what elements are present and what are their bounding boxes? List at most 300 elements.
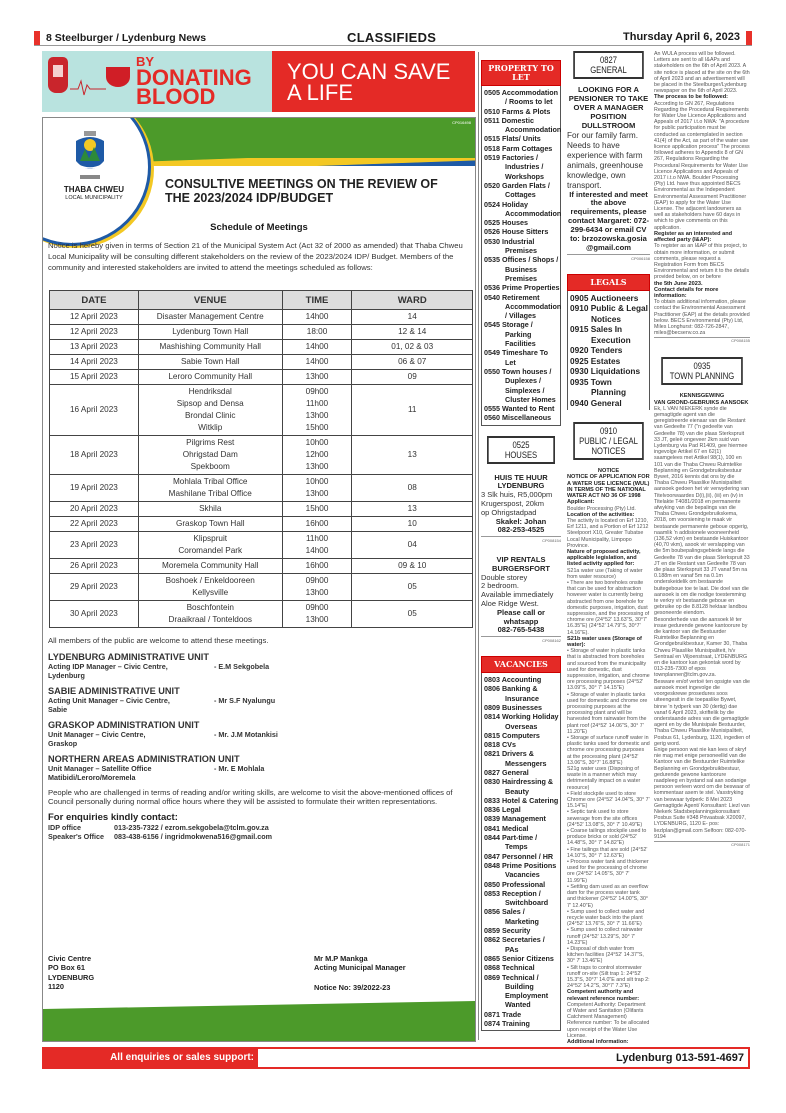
category-item[interactable]: 0850 Professional: [484, 879, 546, 889]
column-wula-town-planning: [654, 51, 750, 847]
ad-line: Aloe Ridge West.: [481, 599, 539, 609]
green-footer-band: [43, 1001, 475, 1041]
unit-place: Lydenburg: [48, 670, 85, 680]
category-item[interactable]: 0935 Town Planning: [570, 376, 627, 398]
venue-name: Lydenburg Town Hall: [172, 327, 249, 336]
notice-paragraph: the 5th June 2023.: [654, 280, 703, 287]
town-planning-heading-box: 0935 TOWN PLANNING: [661, 357, 743, 385]
category-item[interactable]: 0524 Holiday Accommodation: [484, 199, 562, 218]
notice-paragraph: • Storage of water in plastic tanks used for domestic and chrome ore processing purposes at the processing plant and will be harvested from rainwater from the plant roof (24°52' 14.06"S, 30° 7' 11.20"E): [567, 691, 648, 735]
ward-cell: 13: [352, 502, 473, 517]
notice-paragraph: The activity is located on Erf 1210, Erf 1211, and a Portion of Erf 1212 Steelpoort X10, Greater Tubatse Local Municipality, Limpopo Province.: [567, 517, 649, 549]
venue-cell: [138, 340, 282, 355]
category-item[interactable]: 0818 CVs: [484, 740, 516, 750]
venue-cell: [138, 355, 282, 370]
column-divider: [478, 52, 479, 1040]
category-item[interactable]: 0874 Training: [484, 1019, 530, 1029]
ward-cell: 11: [352, 385, 473, 436]
unit-contact: [48, 730, 472, 739]
time-cell: [282, 385, 352, 436]
category-item[interactable]: 0535 Offices / Shops / Business Premises: [484, 255, 559, 283]
category-item[interactable]: 0853 Reception / Switchboard: [484, 888, 549, 908]
time-cell: [282, 370, 352, 385]
ad-line: Krugerspost, 20km: [481, 499, 544, 509]
date-cell: 14 April 2023: [50, 355, 139, 370]
header-marker: [34, 31, 40, 45]
ward-cell: 13: [352, 436, 473, 475]
notice-paragraph: Nature of proposed activity, applicable legislation, and listed activity applied for:: [567, 548, 641, 568]
notice-paragraph: Besonderhede van die aansoek lê ter insae gedurende gewone kantoorure by die kantoor van die Bestuurder Ruimtelike Beplanning en Grondgebruikbestuur, Kamer 30, Thaba Chweu Plaaslike Munisipaliteit, h/v Sentraal en Viljoenstraat, LYDENBURG en die kantoor kan gekontak word by 013-235-7300 of epos townplanner@tclm.gov.za.: [654, 616, 748, 679]
category-item[interactable]: 0540 Retirement Accommodation / Villages: [484, 292, 562, 321]
general-heading-box: 0827 GENERAL: [573, 51, 644, 79]
date-cell: 15 April 2023: [50, 370, 139, 385]
category-item[interactable]: 0839 Management: [484, 814, 546, 824]
ad-reference: CP008171: [654, 841, 750, 847]
signature-block: [48, 954, 472, 992]
venue-name: Sabie Town Hall: [180, 357, 240, 366]
category-item[interactable]: 0821 Drivers & Messengers: [484, 749, 547, 768]
unit-role: Acting IDP Manager – Civic Centre,: [48, 661, 168, 671]
category-item[interactable]: 0859 Security: [484, 926, 531, 936]
date-cell: 23 April 2023: [50, 532, 139, 559]
ad-line: VIP RENTALS: [496, 555, 546, 565]
challenged-text: People who are challenged in terms of reading and/or writing skills, are welcome to visit the above-mentioned offices of Council personally during normal office hours where they will be assisted to formulate their written representations.: [48, 787, 453, 806]
notice-paragraph: Enige persoon wat nie kan lees of skryf nie mag met enige personeellid van die Kantoor van die Bestuurder Ruimtelike Beplanning en Grondgebruikbestuur, gedurende gewone kantoorure raadpleeg en bystand sal aan sodanige persoon verleen word om die beswaar of kommentaar asem te stel. Vasstryking van beswaar tydperk: 8 Mei 2023: [654, 746, 750, 803]
table-row: [50, 325, 473, 340]
ad-line: LYDENBURG: [497, 481, 545, 491]
column-header: WARD: [352, 291, 473, 310]
meeting-time: 09h00: [305, 387, 329, 396]
notice-paragraph: S21a water use (Taking of water from water resource): [567, 567, 643, 580]
venue-name: Boschfontein: [186, 603, 234, 612]
ad-line: Skakel: Johan: [495, 516, 547, 526]
category-item[interactable]: 0520 Garden Flats / Cottages: [484, 180, 550, 200]
houses-heading-box: 0525 HOUSES: [487, 436, 555, 464]
venue-name: Spekboom: [190, 462, 230, 471]
category-item[interactable]: 0833 Hotel & Catering: [484, 795, 559, 805]
issue-date: Thursday April 6, 2023: [623, 31, 740, 43]
footer-bar: [42, 1047, 750, 1069]
ward-cell: 01, 02 & 03: [352, 340, 473, 355]
category-item[interactable]: 0518 Farm Cottages: [484, 143, 553, 153]
unit-name: LYDENBURG ADMINISTRATIVE UNIT: [48, 651, 209, 662]
venue-name: Graskop Town Hall: [175, 519, 245, 528]
meeting-time: 16h00: [305, 519, 329, 528]
classified-ad: [481, 474, 561, 546]
ad-reference: CP008154: [481, 536, 561, 546]
contact-label: Speaker's Office: [48, 831, 105, 841]
date-cell: 16 April 2023: [50, 385, 139, 436]
notice-paragraph: To register as an I&AP of this project, to obtain more information, or submit comments, please request a Registration Form from BECS Environmental and return it to the details provided below, on or before: [654, 243, 750, 281]
category-item[interactable]: 0905 Auctioneers: [570, 292, 639, 303]
ad-line: 082-765-5438: [497, 625, 545, 635]
banner-by: BY: [136, 54, 155, 69]
page-header: [34, 30, 752, 46]
venue-name: Disaster Management Centre: [156, 312, 264, 321]
venue-name: Mashilane Tribal Office: [168, 489, 252, 498]
category-item[interactable]: 0910 Public & Legal Notices: [570, 303, 648, 324]
time-cell: [282, 340, 352, 355]
time-cell: [282, 355, 352, 370]
category-item[interactable]: 0925 Estates: [570, 355, 621, 366]
ward-cell: 08: [352, 475, 473, 502]
category-item[interactable]: 0856 Sales / Marketing: [484, 907, 539, 926]
category-item[interactable]: 0526 House Sitters: [484, 227, 549, 237]
category-item[interactable]: 0920 Tenders: [570, 345, 623, 356]
property-to-let-heading: PROPERTY TO LET: [481, 60, 561, 86]
footer-enquiries-label: All enquiries or sales support:: [44, 1049, 258, 1067]
venue-cell: [138, 532, 282, 559]
notice-paragraph: Gemagtigde Agent/ Konsultant: Liezl van Niekerk Stadsbeplanningskonsultant Posbus Suite #348 Privaatsak X20097, LYDENBURG, 1120 E- pos: liezlplan@gmail.com Selfoon: 082-070-9194: [654, 802, 750, 840]
notice-paragraph: NOTICE: [597, 468, 620, 475]
category-item[interactable]: 0550 Town houses / Duplexes / Simplexes / Cluster Homes: [484, 366, 556, 404]
notice-paragraph: The process to be followed:: [654, 94, 728, 101]
notice-paragraph: VAN GROND-GEBRUIKS AANSOEK: [654, 399, 749, 406]
address-line: LYDENBURG: [48, 972, 95, 982]
time-cell: [282, 532, 352, 559]
meeting-time: 10h00: [305, 477, 329, 486]
venue-name: Leroro Community Hall: [168, 372, 253, 381]
table-row: [50, 502, 473, 517]
notice-paragraph: S21b water uses (Storage of water):: [567, 635, 642, 648]
unit-name: GRASKOP ADMINISTRATION UNIT: [48, 719, 200, 730]
municipal-notice: [42, 117, 476, 1042]
ad-text: LOOKING FOR A PENSIONER TO TAKE OVER A MANAGER POSITION DULLSTROOM: [568, 85, 649, 130]
category-item[interactable]: 0560 Miscellaneous: [484, 413, 552, 423]
notice-paragraph: • There are two boreholes onsite that can be used for abstraction however water is currently being abstracted from one borehole for domestic purposes, irrigation, dust suppression, and the processing of chrome ore (24°52' 13.63"S, 30°7' 16.35"E) (24°52' 14.79"S, 30°7' 14.16"E).: [567, 579, 650, 636]
contact-value: 013-235-7322 / ezrom.sekgobela@tclm.gov.za: [114, 822, 269, 832]
unit-person: - Mr. J.M Motankisi: [214, 729, 278, 739]
date-cell: 20 April 2023: [50, 502, 139, 517]
venue-cell: [138, 370, 282, 385]
meeting-time: 11h00: [305, 534, 329, 543]
time-cell: [282, 310, 352, 325]
unit-name: NORTHERN AREAS ADMINISTRATION UNIT: [48, 753, 240, 764]
banner-blood: BLOOD: [136, 84, 216, 109]
notice-paragraph: • Disposal of dish water from kitchen facilities (24°52' 14.37"S, 30° 7' 13.46"E): [567, 945, 644, 965]
notice-paragraph: Register as an interested and affected party (I&AP):: [654, 230, 733, 244]
notice-paragraph: • Sump used to collect rainwater runoff (24°52' 13.29"S, 30° 7' 14.23"E): [567, 927, 643, 946]
column-header: TIME: [282, 291, 352, 310]
notice-paragraph: • Coarse tailings stockpile used to produce bricks or sold (24°52' 14.48"S, 30° 7' 14.82"E): [567, 828, 647, 847]
table-row: [50, 385, 473, 436]
date-cell: 18 April 2023: [50, 436, 139, 475]
venue-name: Moremela Community Hall: [162, 561, 259, 570]
meeting-time: 09h00: [305, 603, 329, 612]
category-item[interactable]: 0940 General: [570, 397, 622, 408]
notice-paragraph: Location of the activities:: [567, 511, 635, 518]
category-item[interactable]: 0505 Accommodation / Rooms to let: [484, 88, 559, 107]
contact-row: [48, 823, 472, 832]
venue-name: Boshoek / Enkeldooreen: [165, 576, 255, 585]
signatory-title: Acting Municipal Manager: [314, 963, 406, 973]
notice-paragraph: To obtain additional information, please contact the Environmental Assessment Practitioner (EAP) at the details provided below. BECS Environmental (Pty) Ltd, Miles Longhurst: 082-726-2847, miles@becsenv.co.za: [654, 299, 750, 337]
notice-paragraph: Ek, L VAN NIEKERK synde die gemagtigde agent van die geregistreerde eienaar van die Restant van Gedeelte 77 ("n gedeelte van Gedeelte 78) van die plaas Sterkspruit 33 JT, geleë ongeveer 2km suid van Lydenburg via Pad R1409, gee hiermee ingevolge Artikel 67 en 62(1) saamgelees met Artikel 98(1), 100 en 101 van die Thaba Chweu Ruimtelike Beplanning en Grondgebruiksbestuur Bywet, 2016 kennis dat ons by die Thaba Chweu Plaaslike Munisipaliteit aansoek gedoen het vir verwydering van Titelvoorwaardes D(i),(ii), (iii) en (iv) in Titelakte T4081/2018 en permanente afwyking van die bepalings van die Thaba Chweu Grondgebruikskema, 2018, om voorsiening te maak vir bestaande permanente geboue opgerig, naamlik 'n addisionele wooneenheid (136,52 vkm) en bestaande Huiskantoor (40,70 vkm), asook vir verslapping van die 5m boubepalingsgebiede langs die Gedeelte 78 van die plaas Sterkspruit 33 JT en die Restant van Gedeelte 78 van die plaas Sterkspruit 33 JT vanaf 5m na 0.188m en vanaf 5m na 0.1m onderskeidelik om bestaande buitegeboue toe te laat. Die doel van die aansoek is om die nodige toestemming te verkry vir bestaande geboue en gebruike op die 8.8128 hektaar landbou gesoneerde eiendom.: [654, 405, 750, 617]
meeting-time: 15h00: [305, 423, 329, 432]
date-cell: 13 April 2023: [50, 340, 139, 355]
unit-contact: [48, 764, 472, 773]
category-item[interactable]: 0525 Houses: [484, 218, 528, 228]
unit-role: Acting Unit Manager – Civic Centre,: [48, 695, 170, 705]
notice-paragraph: Applicant:: [567, 499, 595, 506]
ad-reference: CP006158: [567, 254, 650, 264]
notice-paragraph: Competent Authority: Department of Water and Sanitation (Olifants Catchment Management) Reference number: To be allocated upon receipt of the Water Use License.: [567, 1001, 650, 1039]
heart-icon: [106, 67, 130, 87]
category-item[interactable]: 0865 Senior Citizens: [484, 953, 554, 963]
ward-cell: 14: [352, 310, 473, 325]
venue-name: Klipspruit: [193, 534, 228, 543]
category-item[interactable]: 0836 Legal: [484, 805, 521, 815]
unit-role: Unit Manager – Civic Centre,: [48, 729, 146, 739]
venue-cell: [138, 517, 282, 532]
notice-paragraph: According to GN 267, Regulations Regarding the Procedural Requirements for Water Use Licence Applications and Appeals of 2017 i.t.o NWA: "A procedure for public participation must be conducted as contemplated in section 41(4) of the Act, as part of the water use licence application process" The process followed adheres to Appendix 8 of GN 267, Regulations Regarding the Procedural Requirements for Water Use Licence Applications and Appeals of 2017 i.t.o NWA. Boulder Processing (Pty) Ltd. have thus appointed BECS Environmental as the Independent Environmental Assessment Practitioner (EAP) to apply for the Water Use License. The adjacent landowners as well as stakeholders have 60 days in which to give comments on this application.: [654, 100, 750, 231]
admin-unit: [48, 686, 472, 714]
footer-contact-number: Lydenburg 013-591-4697: [616, 1052, 744, 1064]
time-cell: [282, 502, 352, 517]
ward-cell: 06 & 07: [352, 355, 473, 370]
ward-cell: 09 & 10: [352, 559, 473, 574]
venue-cell: [138, 325, 282, 340]
meeting-time: 14h00: [305, 312, 329, 321]
venue-cell: [138, 502, 282, 517]
table-row: [50, 574, 473, 601]
table-row: [50, 601, 473, 628]
ward-cell: 10: [352, 517, 473, 532]
banner-slogan-2: A LIFE: [287, 80, 354, 105]
vacancies-heading: VACANCIES: [481, 656, 561, 673]
notice-title: CONSULTIVE MEETINGS ON THE REVIEW OF THE 2023/2024 IDP/BUDGET: [165, 177, 438, 205]
unit-place: Graskop: [48, 738, 78, 748]
meeting-time: 13h00: [305, 588, 329, 597]
date-cell: 26 April 2023: [50, 559, 139, 574]
category-item[interactable]: 0519 Factories / Industries / Workshops: [484, 153, 545, 181]
date-cell: 22 April 2023: [50, 517, 139, 532]
category-item[interactable]: 0862 Secretaries / PAs: [484, 935, 545, 954]
category-item[interactable]: 0841 Medical: [484, 823, 529, 833]
table-row: [50, 517, 473, 532]
municipal-crest-logo: [72, 131, 108, 183]
meeting-time: 11h00: [305, 399, 329, 408]
category-item[interactable]: 0809 Businesses: [484, 702, 542, 712]
signatory-name: Mr M.P Mankga: [314, 954, 368, 963]
unit-place: Sabie: [48, 704, 68, 714]
time-cell: [282, 559, 352, 574]
venue-cell: [138, 574, 282, 601]
category-item[interactable]: 0814 Working Holiday Overseas: [484, 712, 559, 731]
ad-line: HUIS TE HUUR: [494, 472, 548, 482]
category-item[interactable]: 0545 Storage / Parking Facilities: [484, 320, 536, 349]
venue-cell: [138, 310, 282, 325]
meeting-time: 14h00: [305, 546, 329, 555]
blood-bag-icon: [48, 57, 68, 93]
notice-paragraph: • Silt traps to control stormwater runoff on-site (Silt trap 1: 24°52' 15.3"S, 30°7' 14.0"E and silt trap 2: 24°52' 14.2"S, 30°7' 7.3"E): [567, 964, 650, 990]
venue-cell: [138, 601, 282, 628]
time-cell: [282, 436, 352, 475]
column-header: VENUE: [138, 291, 282, 310]
notice-paragraph: • Settling dam used as an overflow dam for the process water tank and thickener (24°52' 14.00"S, 30° 7' 12.40"E): [567, 883, 649, 909]
category-item[interactable]: 0515 Flats/ Units: [484, 134, 541, 144]
admin-unit: [48, 720, 472, 748]
meeting-time: 13h00: [305, 411, 329, 420]
ward-cell: 04: [352, 532, 473, 559]
table-row: [50, 310, 473, 325]
category-item[interactable]: 0815 Computers: [484, 730, 540, 740]
category-item[interactable]: 0803 Accounting: [484, 675, 542, 685]
ad-line: Available immediately: [481, 590, 554, 600]
property-category-list: [481, 86, 561, 426]
blood-donation-banner: [42, 51, 475, 112]
date-cell: 29 April 2023: [50, 574, 139, 601]
category-item[interactable]: 0827 General: [484, 768, 529, 777]
address-line: PO Box 61: [48, 963, 85, 973]
table-row: [50, 436, 473, 475]
category-item[interactable]: 0930 Liquidations: [570, 366, 641, 377]
unit-name: SABIE ADMINISTRATIVE UNIT: [48, 685, 180, 696]
address-line: Civic Centre: [48, 954, 92, 963]
category-item[interactable]: 0848 Prime Positions Vacancies: [484, 860, 557, 880]
venue-name: Sipsop and Densa: [176, 399, 244, 408]
notice-paragraph: KENNISGEWING: [679, 393, 725, 400]
table-row: [50, 340, 473, 355]
meeting-time: 14h00: [305, 342, 329, 351]
meeting-time: 13h00: [305, 615, 329, 624]
header-marker: [746, 31, 752, 45]
venue-name: Skhila: [199, 504, 222, 513]
meeting-time: 16h00: [305, 561, 329, 570]
page-number: 8 Steelburger / Lydenburg News: [46, 32, 207, 44]
notice-paragraph: Additional information:: [567, 1038, 629, 1045]
ad-line: BURGERSFORT: [492, 563, 550, 573]
schedule-table: [49, 290, 473, 628]
ad-reference: CP008155: [654, 337, 750, 343]
contact-row: [48, 832, 472, 841]
category-item[interactable]: 0830 Hairdressing & Beauty: [484, 777, 554, 796]
notice-paragraph: Competent authority and relevant reference number:: [567, 989, 640, 1002]
notice-paragraph: • Storage of surface runoff water in plastic tanks used for domestic and chrome ore processing purposes at the processing plant (24°52' 13.06"S, 30°7' 16.88"E): [567, 735, 650, 766]
venue-name: Ohrigstad Dam: [182, 450, 238, 459]
meeting-time: 18:00: [306, 327, 328, 336]
category-item[interactable]: 0806 Banking & Insurance: [484, 684, 539, 703]
category-item[interactable]: 0871 Trade: [484, 1009, 522, 1019]
category-item[interactable]: 0510 Farms & Plots: [484, 106, 551, 116]
notice-paragraph: Contact details for more information:: [654, 286, 719, 299]
time-cell: [282, 475, 352, 502]
date-cell: 30 April 2023: [50, 601, 139, 628]
category-item[interactable]: 0869 Technical / Building Employment Wanted: [484, 972, 549, 1010]
ad-line: 3 Slk huis, R5,000pm: [481, 490, 553, 500]
address-line: 1120: [48, 981, 65, 991]
column-general-legals: [567, 51, 650, 1045]
notice-paragraph: • Field stockpile used to store Chrome ore (24°52' 14.04"S, 30° 7' 15.14"E): [567, 790, 650, 810]
meeting-time: 15h00: [305, 504, 329, 513]
meeting-time: 13h00: [305, 462, 329, 471]
category-item[interactable]: 0549 Timeshare To Let: [484, 348, 549, 367]
venue-name: Mohlala Tribal Office: [172, 477, 248, 486]
meeting-time: 10h00: [305, 438, 329, 447]
ward-cell: 05: [352, 574, 473, 601]
table-row: [50, 370, 473, 385]
category-item[interactable]: 0511 Domestic Accommodation: [484, 115, 562, 135]
unit-contact: [48, 696, 472, 705]
classified-ad: [481, 556, 561, 646]
notice-paragraph: Besware en/of vertoë ten opsigte van die aansoek moet ingevolge die voorgeskrewe prosedures soos uiteengesit in die toepaslike Bywet, binne 'n tydperk van 30 (dertig) dae vanaf 6 April 2023, skriftelik by die onderstaande adres van die gemagtigde agent en by die Munisipale Bestuurder, Thaba Chweu Plaaslike Munisipaliteit, Posbus 61, Lydenburg, 1120, ingedien of gerig word.: [654, 678, 751, 747]
unit-person: - Mr S.F Nyalungu: [214, 695, 276, 705]
category-item[interactable]: 0847 Personnel / HR: [484, 851, 554, 861]
category-item[interactable]: 0915 Sales In Execution: [570, 324, 631, 345]
column-property-vacancies: [481, 60, 561, 1031]
banner-donating: DONATING: [136, 65, 252, 90]
column-header: DATE: [50, 291, 139, 310]
venue-name: Mashishing Community Hall: [159, 342, 261, 351]
notice-number: Notice No: 39/2022-23: [314, 982, 391, 992]
time-cell: [282, 574, 352, 601]
category-item[interactable]: 0844 Part-time / Temps: [484, 833, 538, 852]
time-cell: [282, 517, 352, 532]
enquiries-heading: For enquiries kindly contact:: [48, 811, 178, 823]
notice-paragraph: • Fine tailings that are sold (24°52' 14.10"S, 30° 7' 12.63"E): [567, 846, 648, 859]
category-item[interactable]: 0868 Technical: [484, 963, 535, 973]
public-notices-heading-box: 0910 PUBLIC / LEGAL NOTICES: [573, 422, 644, 460]
ad-reference: CP008162: [481, 636, 561, 646]
notice-intro: Notice is hereby given in terms of Section 21 of the Municipal System Act (Act 32 of 2000 as amended) that Thaba Chweu Local Municipality will be consulting different stakeholders on the review of the 2023/2024 IDP/ Budget. Members of the community and interested stakeholders are invited to attend the meetings scheduled as follows:: [48, 241, 463, 272]
section-title: CLASSIFIEDS: [347, 30, 437, 45]
category-item[interactable]: 0536 Prime Properties: [484, 283, 560, 293]
municipality-subtitle: LOCAL MUNICIPALITY: [65, 195, 123, 201]
admin-unit: [48, 652, 472, 680]
heartbeat-icon: [70, 77, 110, 97]
legals-heading: LEGALS: [567, 274, 650, 291]
time-cell: [282, 601, 352, 628]
venue-name: Hendriksdal: [188, 387, 232, 396]
table-row: [50, 475, 473, 502]
table-row: [50, 532, 473, 559]
ward-cell: 05: [352, 601, 473, 628]
unit-role: Unit Manager – Satellite Office: [48, 763, 152, 773]
category-item[interactable]: 0555 Wanted to Rent: [484, 404, 555, 414]
contact-value: 083-438-6156 / ingridmokwena516@gmail.com: [114, 831, 273, 841]
ad-line: 2 bedroom.: [481, 581, 519, 591]
time-cell: [282, 325, 352, 340]
ad-text: If interested and meet the above requirements, please contact Margaret: 072-299-6434 or email CV to: brzozowska.gosia @gmail.com: [567, 189, 650, 252]
municipality-name: THABA CHWEU: [63, 185, 125, 194]
date-cell: 12 April 2023: [50, 310, 139, 325]
ad-line: op Ohrigstadpad: [481, 507, 537, 517]
ward-cell: 09: [352, 370, 473, 385]
table-row: [50, 355, 473, 370]
venue-cell: [138, 559, 282, 574]
postal-address: [48, 954, 314, 992]
ad-line: 082-253-4525: [497, 525, 545, 535]
unit-person: - E.M Sekgobela: [214, 661, 270, 671]
ad-code: CP016498: [452, 120, 471, 125]
venue-name: Witklip: [198, 423, 223, 432]
vacancies-category-list: [481, 673, 561, 1031]
meeting-time: 12h00: [305, 450, 329, 459]
ad-line: Double storey: [481, 572, 528, 582]
meeting-time: 13h00: [305, 489, 329, 498]
notice-paragraph: Boulder Processing (Pty) Ltd.: [567, 505, 636, 512]
venue-name: Brondal Clinic: [184, 411, 236, 420]
venue-name: Draaikraal / Tonteldoos: [168, 615, 253, 624]
schedule-heading: Schedule of Meetings: [210, 222, 308, 233]
banner-slogan-1: YOU CAN SAVE: [287, 59, 451, 84]
unit-contact: [48, 662, 472, 671]
meeting-time: 14h00: [305, 357, 329, 366]
contact-label: IDP office: [48, 822, 82, 832]
notice-paragraph: An WULA process will be followed. Letters are sent to all I&APs and stakeholders on the 6th of April 2023. A site notice is placed at the site on the 6th of April 2023 and an advertisement will be placed in the Steelburger/Lydenburg newspaper on the 6th of April 2023.: [654, 51, 750, 95]
category-item[interactable]: 0530 Industrial Premises: [484, 236, 537, 256]
notice-paragraph: • Septic tank used to store sewerage from the site offices (24°52' 13.08"S, 30° 7' 10.49"E): [567, 809, 643, 828]
